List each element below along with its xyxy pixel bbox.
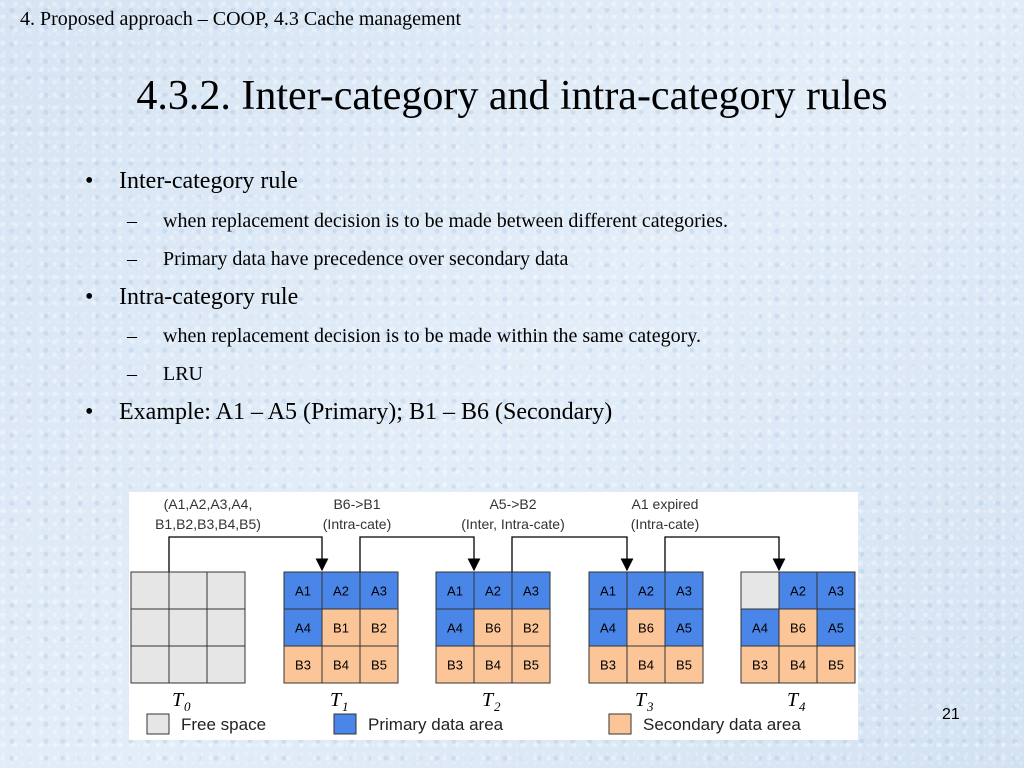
bullet-mark: • (85, 399, 94, 425)
cache-cell (207, 572, 245, 609)
transition-arrow (665, 537, 779, 572)
sub-bullet-text: when replacement decision is to be made between different categories. (163, 210, 728, 232)
cell-label: A2 (638, 583, 654, 599)
bullet-item (85, 284, 298, 311)
time-subscript: 1 (342, 699, 349, 714)
cache-cell (169, 646, 207, 683)
slide-title: 4.3.2. Inter-category and intra-category rules (136, 73, 888, 119)
sub-bullet-item (127, 248, 568, 271)
transition-arrow (169, 537, 322, 572)
annotation-text: B6->B1 (333, 496, 381, 512)
sub-bullet-text: LRU (163, 363, 203, 385)
cache-replacement-figure (129, 492, 858, 740)
cell-label: A1 (447, 583, 463, 599)
sub-bullet-text: when replacement decision is to be made within the same category. (163, 325, 701, 347)
bullet-mark: • (85, 284, 94, 310)
cache-cell (131, 609, 169, 646)
cell-label: B4 (790, 657, 806, 673)
annotation-text: A5->B2 (489, 496, 537, 512)
cell-label: A3 (828, 583, 844, 599)
bullet-item (85, 168, 298, 195)
cell-label: B3 (600, 657, 616, 673)
breadcrumb: 4. Proposed approach – COOP, 4.3 Cache management (20, 8, 462, 30)
cell-label: B2 (523, 620, 539, 636)
dash-mark: – (127, 248, 137, 270)
time-subscript: 0 (184, 699, 191, 714)
cache-cell (131, 646, 169, 683)
cell-label: A4 (600, 620, 616, 636)
dash-mark: – (127, 210, 137, 232)
time-label: T (482, 689, 494, 711)
page-number: 21 (942, 706, 960, 723)
cell-label: B6 (790, 620, 806, 636)
annotation-text: (A1,A2,A3,A4, (163, 496, 253, 512)
cell-label: A4 (752, 620, 768, 636)
primary-legend-swatch (334, 714, 356, 734)
cell-label: B4 (485, 657, 501, 673)
cell-label: B2 (371, 620, 387, 636)
bullet-text: Inter-category rule (119, 168, 298, 194)
cell-label: A2 (333, 583, 349, 599)
annotation-text: B1,B2,B3,B4,B5) (155, 516, 261, 532)
primary-legend-label: Primary data area (368, 715, 504, 734)
time-label: T (172, 689, 184, 711)
cell-label: A2 (790, 583, 806, 599)
cell-label: B4 (333, 657, 349, 673)
time-subscript: 4 (799, 699, 806, 714)
bullet-text: Example: A1 – A5 (Primary); B1 – B6 (Secondary) (119, 399, 613, 425)
time-label: T (635, 689, 647, 711)
cache-cell (207, 646, 245, 683)
cell-label: B3 (447, 657, 463, 673)
time-subscript: 3 (647, 699, 654, 714)
cell-label: A1 (600, 583, 616, 599)
time-subscript: 2 (494, 699, 501, 714)
annotation-text: (Intra-cate) (322, 516, 392, 532)
time-label: T (787, 689, 799, 711)
bullet-mark: • (85, 168, 94, 194)
dash-mark: – (127, 325, 137, 347)
cell-label: B5 (371, 657, 387, 673)
cell-label: A4 (295, 620, 311, 636)
cache-cell (169, 572, 207, 609)
bullet-item (85, 399, 612, 426)
annotation-text: (Inter, Intra-cate) (461, 516, 565, 532)
cell-label: B5 (523, 657, 539, 673)
transition-arrow (512, 537, 627, 572)
cell-label: B3 (752, 657, 768, 673)
cell-label: B5 (828, 657, 844, 673)
transition-arrow (360, 537, 474, 572)
cell-label: B1 (333, 620, 349, 636)
cache-diagram (129, 492, 858, 740)
annotation-text: A1 expired (631, 496, 699, 512)
bullet-text: Intra-category rule (119, 284, 299, 310)
annotation-text: (Intra-cate) (630, 516, 700, 532)
cell-label: B5 (676, 657, 692, 673)
sub-bullet-item (127, 325, 701, 348)
cell-label: A3 (523, 583, 539, 599)
cell-label: B6 (485, 620, 501, 636)
cell-label: A4 (447, 620, 463, 636)
dash-mark: – (127, 363, 137, 385)
cache-cell (169, 609, 207, 646)
cell-label: A5 (828, 620, 844, 636)
cell-label: B3 (295, 657, 311, 673)
sub-bullet-item (127, 363, 203, 386)
secondary-legend-swatch (609, 714, 631, 734)
time-label: T (330, 689, 342, 711)
cell-label: A5 (676, 620, 692, 636)
cell-label: A3 (676, 583, 692, 599)
cache-cell (207, 609, 245, 646)
cache-cell (741, 572, 779, 609)
cell-label: B4 (638, 657, 654, 673)
cell-label: B6 (638, 620, 654, 636)
cell-label: A2 (485, 583, 501, 599)
secondary-legend-label: Secondary data area (643, 715, 801, 734)
cache-cell (131, 572, 169, 609)
sub-bullet-text: Primary data have precedence over secondary data (163, 248, 569, 270)
cell-label: A3 (371, 583, 387, 599)
free-legend-swatch (147, 714, 169, 734)
sub-bullet-item (127, 210, 728, 233)
free-legend-label: Free space (181, 715, 267, 734)
cell-label: A1 (295, 583, 311, 599)
